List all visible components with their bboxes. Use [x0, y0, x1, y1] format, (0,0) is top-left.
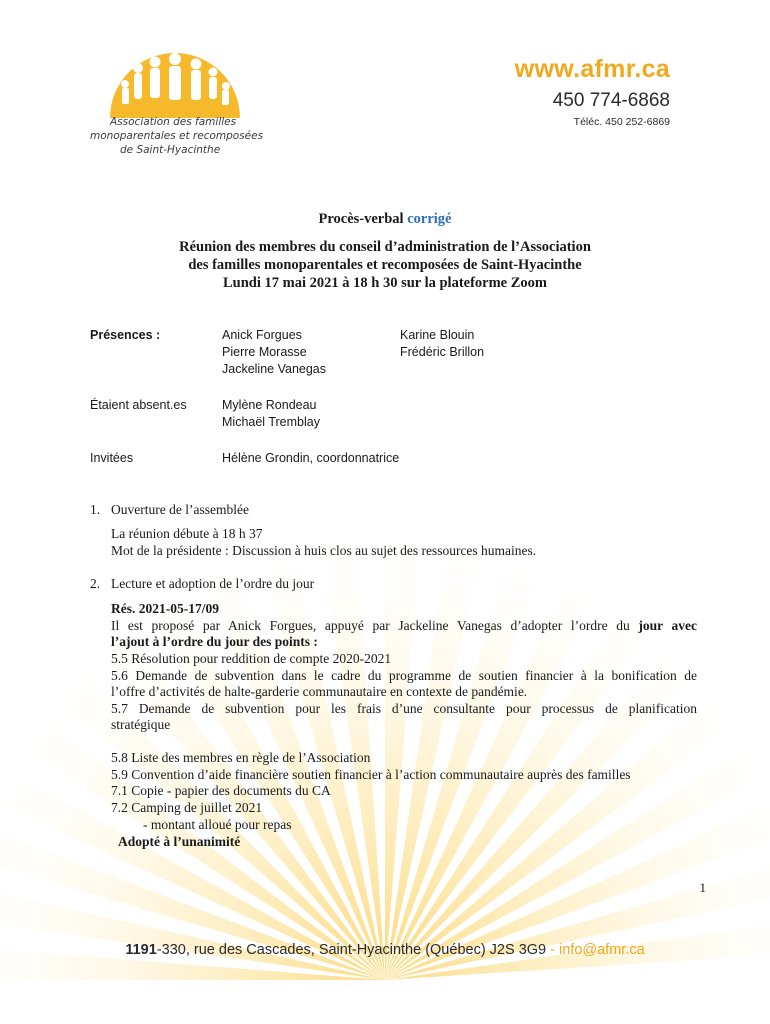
- footer-address: [0, 942, 770, 958]
- meeting-heading-line1: Réunion des membres du conseil d’administration de l’Association: [179, 239, 591, 255]
- agenda-item: 5.8 Liste des membres en règle de l’Association: [111, 750, 371, 765]
- absent-label: Étaient absent.es: [90, 398, 187, 412]
- section-text: Mot de la présidente : Discussion à huis clos au sujet des ressources humaines.: [111, 543, 537, 558]
- agenda-item: 5.7 Demande de subvention pour les frais d’une consultante pour processus de planification: [111, 701, 697, 716]
- footer-separator: -: [546, 942, 559, 958]
- agenda-item: 5.6 Demande de subvention dans le cadre du programme de soutien financier à la bonification de: [111, 668, 697, 683]
- sunburst-ray: [385, 340, 435, 980]
- present-label: Présences :: [90, 328, 161, 342]
- guests-label: Invitées: [90, 451, 134, 465]
- footer-email-link[interactable]: info@afmr.ca: [559, 942, 645, 958]
- proposal-line2: l’ajout à l’ordre du jour des points :: [111, 634, 318, 649]
- present-member: Karine Blouin: [400, 328, 475, 342]
- absent-member: Mylène Rondeau: [222, 398, 317, 412]
- present-member: Anick Forgues: [222, 328, 302, 342]
- afmr-logo: [100, 26, 250, 126]
- present-member: Jackeline Vanegas: [222, 362, 327, 376]
- guest-name: Hélène Grondin, coordonnatrice: [222, 451, 400, 465]
- document-title: [0, 211, 770, 228]
- present-member: Pierre Morasse: [222, 345, 307, 359]
- section-number: 2.: [90, 576, 101, 591]
- agenda-item: 7.1 Copie - papier des documents du CA: [111, 783, 331, 798]
- fax-number: Téléc. 450 252-6869: [573, 116, 670, 128]
- proposal-line1: [111, 618, 697, 635]
- section-title: Ouverture de l’assemblée: [111, 502, 249, 517]
- agenda-item-cont: stratégique: [111, 717, 171, 732]
- section-text: La réunion débute à 18 h 37: [111, 526, 263, 541]
- title-accent: corrigé: [407, 211, 452, 227]
- agenda-subitem: - montant alloué pour repas: [143, 817, 292, 832]
- adopted-statement: Adopté à l’unanimité: [118, 834, 241, 849]
- footer-civic-number: 1191: [125, 942, 157, 958]
- agenda-item-cont: l’offre d’activités de halte-garderie communautaire en contexte de pandémie.: [111, 684, 528, 699]
- footer-street: -330, rue des Cascades, Saint-Hyacinthe (Québec) J2S 3G9: [156, 942, 547, 958]
- absent-member: Michaël Tremblay: [222, 415, 320, 429]
- present-list-col2: [400, 327, 484, 361]
- meeting-heading-line2: des familles monoparentales et recomposées de Saint-Hyacinthe: [188, 257, 582, 273]
- proposal-bold: jour avec: [638, 618, 697, 633]
- absent-list: [222, 397, 320, 431]
- title-main: Procès-verbal: [318, 211, 404, 227]
- present-member: Frédéric Brillon: [400, 345, 485, 359]
- org-name-line3: de Saint-Hyacinthe: [120, 144, 221, 156]
- agenda-item: 5.9 Convention d’aide financière soutien financier à l’action communautaire auprès des familles: [111, 767, 631, 782]
- agenda-item: 5.5 Résolution pour reddition de compte 2020-2021: [111, 651, 392, 666]
- phone-number: 450 774-6868: [552, 90, 670, 111]
- meeting-heading-line3: Lundi 17 mai 2021 à 18 h 30 sur la plateforme Zoom: [223, 275, 547, 291]
- org-name-line1: Association des familles: [110, 116, 237, 128]
- resolution-number: Rés. 2021-05-17/09: [111, 601, 219, 616]
- agenda-item: 7.2 Camping de juillet 2021: [111, 800, 263, 815]
- present-list-col1: [222, 327, 326, 378]
- section-number: 1.: [90, 502, 101, 517]
- org-name-line2: monoparentales et recomposées: [90, 130, 264, 142]
- proposal-text: Il est proposé par Anick Forgues, appuyé par Jackeline Vanegas d’adopter l’ordre du: [111, 618, 630, 633]
- section-title: Lecture et adoption de l’ordre du jour: [111, 576, 315, 591]
- page-number: 1: [699, 880, 706, 895]
- website-link[interactable]: www.afmr.ca: [514, 55, 670, 83]
